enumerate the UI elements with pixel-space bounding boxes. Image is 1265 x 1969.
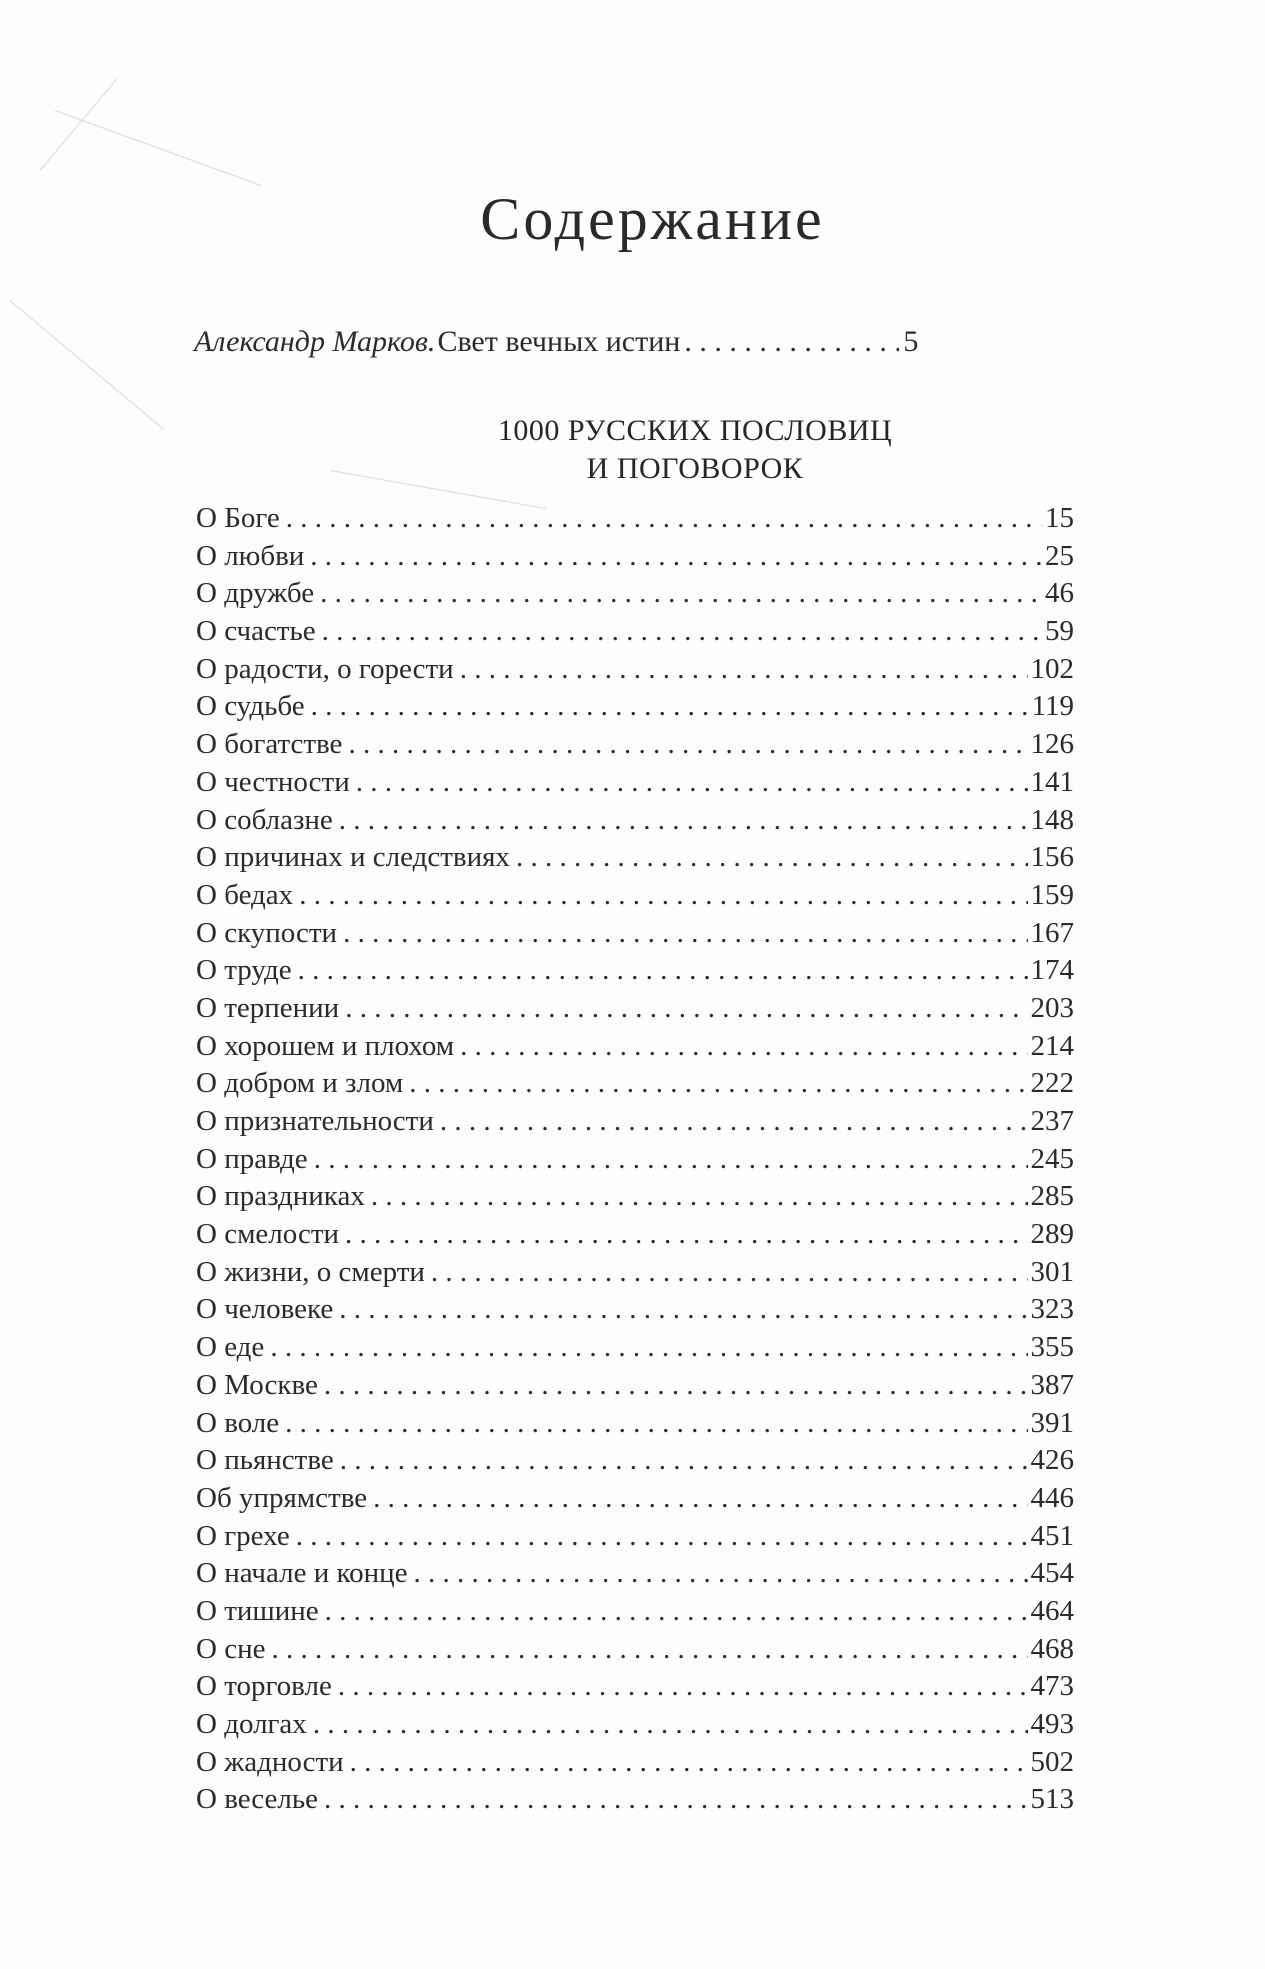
- toc-entry-page: 245: [1030, 1142, 1074, 1175]
- toc-entry[interactable]: [196, 1781, 1074, 1819]
- toc-entry-page: 355: [1030, 1331, 1074, 1364]
- toc-entry[interactable]: [196, 1668, 1074, 1706]
- toc-entry-page: 174: [1030, 954, 1074, 987]
- toc-entry[interactable]: [196, 1141, 1074, 1179]
- toc-entry[interactable]: [196, 877, 1074, 915]
- toc-entry-page: 289: [1030, 1218, 1074, 1251]
- section-heading-line2: И ПОГОВОРОК: [586, 452, 804, 485]
- dot-leader: [340, 1442, 1028, 1480]
- dot-leader: [322, 613, 1042, 651]
- toc-entry-label: О правде: [196, 1142, 308, 1175]
- dot-leader: [324, 1367, 1028, 1405]
- toc-entry[interactable]: [196, 575, 1074, 613]
- dot-leader: [299, 877, 1027, 915]
- toc-entry-label: О грехе: [196, 1519, 290, 1552]
- toc-entry[interactable]: [196, 990, 1074, 1028]
- toc-entry-label: О Боге: [196, 502, 280, 534]
- toc-entry-label: О добром и злом: [196, 1067, 404, 1100]
- dot-leader: [324, 1781, 1028, 1819]
- toc-entry[interactable]: [196, 1631, 1074, 1669]
- toc-entry-label: О жизни, о смерти: [196, 1255, 425, 1288]
- toc-entry-page: 148: [1030, 803, 1074, 836]
- toc-entry-label: О воле: [196, 1406, 280, 1439]
- toc-entry-label: О смелости: [196, 1218, 340, 1251]
- toc-entry[interactable]: [196, 688, 1074, 726]
- toc-entry-page: 59: [1045, 615, 1074, 648]
- toc-entry-label: О веселье: [196, 1783, 318, 1816]
- toc-entry-label: О терпении: [196, 991, 340, 1024]
- dot-leader: [343, 915, 1027, 953]
- toc-entry-page: 285: [1030, 1180, 1074, 1213]
- toc-entry-label: О пьянстве: [196, 1444, 334, 1477]
- toc-entry-label: О судьбе: [196, 690, 305, 723]
- toc-entry-label: О любви: [196, 539, 305, 572]
- toc-entry-page: 25: [1045, 539, 1074, 572]
- dot-leader: [440, 1103, 1028, 1141]
- dot-leader: [371, 1178, 1028, 1216]
- dot-leader: [431, 1254, 1028, 1292]
- toc-entry-page: 391: [1030, 1406, 1074, 1439]
- toc-entry-label: О труде: [196, 954, 292, 987]
- section-heading-line1: 1000 РУССКИХ ПОСЛОВИЦ: [497, 414, 893, 447]
- toc-entry[interactable]: [196, 1555, 1074, 1593]
- section-heading: [0, 412, 1265, 488]
- toc-entry[interactable]: [196, 1518, 1074, 1556]
- toc-entry-label: О счастье: [196, 615, 316, 648]
- toc-entry-label: О признательности: [196, 1105, 434, 1137]
- toc-entry-page: 156: [1030, 841, 1074, 874]
- toc-entry-label: О богатстве: [196, 728, 343, 761]
- toc-entry-page: 102: [1030, 652, 1074, 685]
- toc-entry-page: 159: [1030, 878, 1074, 911]
- toc-entry-page: 203: [1030, 991, 1074, 1024]
- toc-entry-label: О начале и конце: [196, 1557, 408, 1590]
- toc-entry-page: 502: [1030, 1745, 1074, 1778]
- toc-entry-label: О человеке: [196, 1293, 334, 1326]
- dot-leader: [460, 651, 1028, 689]
- dot-leader: [325, 1593, 1028, 1631]
- toc-intro-entry[interactable]: [194, 325, 1066, 365]
- toc-entry[interactable]: [196, 651, 1074, 689]
- dot-leader: [460, 1028, 1027, 1066]
- dot-leader: [270, 1329, 1027, 1367]
- dot-leader: [311, 688, 1029, 726]
- toc-entry-label: О жадности: [196, 1745, 344, 1778]
- toc-entry-page: 387: [1030, 1368, 1074, 1401]
- toc-entry-label: О еде: [196, 1331, 265, 1364]
- dot-leader: [320, 575, 1042, 613]
- toc-entry-label: О хорошем и плохом: [196, 1029, 455, 1062]
- toc-entry[interactable]: [196, 1103, 1074, 1141]
- toc-entry-page: 446: [1030, 1481, 1074, 1514]
- toc-entry-label: О тишине: [196, 1594, 319, 1627]
- page-title: Содержание: [480, 186, 825, 252]
- dot-leader: [345, 1216, 1027, 1254]
- toc-entry-label: О долгах: [196, 1708, 307, 1740]
- toc-entry-label: О причинах и следствиях: [196, 841, 510, 874]
- dot-leader: [338, 1668, 1028, 1706]
- toc-entry-page: 468: [1030, 1632, 1074, 1665]
- dot-leader: [286, 500, 1042, 538]
- toc-entry-label: О бедах: [196, 878, 294, 911]
- toc-entry-page: 237: [1030, 1105, 1074, 1137]
- toc-entry-page: 126: [1030, 728, 1074, 761]
- paper-scratch: [55, 110, 262, 186]
- toc-entry[interactable]: [196, 839, 1074, 877]
- dot-leader: [409, 1065, 1027, 1103]
- dot-leader: [414, 1555, 1028, 1593]
- toc-entry-label: Об упрямстве: [196, 1481, 368, 1514]
- dot-leader: [314, 1141, 1028, 1179]
- toc-entry-label: О радости, о горести: [196, 652, 454, 685]
- dot-leader: [684, 325, 899, 359]
- toc-entry-page: 493: [1030, 1708, 1074, 1740]
- toc-entry-label: О сне: [196, 1632, 266, 1665]
- dot-leader: [313, 1706, 1028, 1744]
- dot-leader: [339, 802, 1028, 840]
- toc-entry[interactable]: [196, 1405, 1074, 1443]
- dot-leader: [339, 1291, 1027, 1329]
- toc-entry[interactable]: [196, 952, 1074, 990]
- toc-entry-page: 513: [1030, 1783, 1074, 1816]
- toc-entry-page: 464: [1030, 1594, 1074, 1627]
- toc-entry[interactable]: [196, 538, 1074, 576]
- dot-leader: [348, 726, 1027, 764]
- toc-entry-page: 451: [1030, 1519, 1074, 1552]
- toc-entry[interactable]: [196, 726, 1074, 764]
- toc-entry[interactable]: [196, 1178, 1074, 1216]
- toc-entry-label: О соблазне: [196, 803, 333, 836]
- toc-entry-page: 454: [1030, 1557, 1074, 1590]
- toc-entry[interactable]: [196, 1442, 1074, 1480]
- toc-entry[interactable]: [196, 500, 1074, 538]
- toc-entry[interactable]: [196, 1329, 1074, 1367]
- toc-entry-page: 222: [1030, 1067, 1074, 1100]
- toc-entry[interactable]: [196, 1593, 1074, 1631]
- toc-entry-page: 167: [1030, 916, 1074, 949]
- toc-entry-label: О праздниках: [196, 1180, 365, 1213]
- toc-entry[interactable]: [196, 802, 1074, 840]
- dot-leader: [310, 538, 1042, 576]
- toc-entry[interactable]: [196, 915, 1074, 953]
- dot-leader: [285, 1405, 1027, 1443]
- toc-entry[interactable]: [196, 1744, 1074, 1782]
- toc-entry[interactable]: [196, 613, 1074, 651]
- toc-entry-page: 141: [1030, 765, 1074, 798]
- toc-entry[interactable]: [196, 1480, 1074, 1518]
- toc-entry[interactable]: [196, 1028, 1074, 1066]
- toc-entry[interactable]: [196, 764, 1074, 802]
- paper-scratch: [10, 300, 164, 429]
- page-number: 5: [903, 325, 919, 358]
- toc-entry-page: 426: [1030, 1444, 1074, 1477]
- toc-entry[interactable]: [196, 1706, 1074, 1744]
- dot-leader: [516, 839, 1028, 877]
- toc-entry[interactable]: [196, 1216, 1074, 1254]
- toc-entry-label: О Москве: [196, 1368, 318, 1401]
- dot-leader: [296, 1518, 1028, 1556]
- toc-entry[interactable]: [196, 1367, 1074, 1405]
- toc-entry-label: О скупости: [196, 916, 338, 949]
- toc-list: [196, 500, 1074, 1819]
- dot-leader: [350, 1744, 1028, 1782]
- toc-entry-page: 46: [1045, 577, 1074, 610]
- intro-title: Свет вечных истин: [437, 325, 681, 358]
- toc-entry-page: 323: [1030, 1293, 1074, 1326]
- toc-entry[interactable]: [196, 1291, 1074, 1329]
- intro-author: Александр Марков.: [194, 325, 436, 358]
- dot-leader: [298, 952, 1028, 990]
- toc-entry[interactable]: [196, 1065, 1074, 1103]
- toc-entry-label: О дружбе: [196, 577, 315, 610]
- dot-leader: [356, 764, 1028, 802]
- dot-leader: [345, 990, 1027, 1028]
- toc-entry-page: 214: [1030, 1029, 1074, 1062]
- toc-entry-page: 119: [1031, 690, 1074, 723]
- toc-entry-label: О торговле: [196, 1670, 332, 1703]
- toc-entry-page: 301: [1030, 1255, 1074, 1288]
- toc-entry-page: 15: [1045, 502, 1074, 534]
- toc-entry-label: О честности: [196, 765, 350, 798]
- dot-leader: [373, 1480, 1027, 1518]
- toc-entry[interactable]: [196, 1254, 1074, 1292]
- toc-entry-page: 473: [1030, 1670, 1074, 1703]
- paper-scratch: [40, 78, 118, 171]
- dot-leader: [271, 1631, 1027, 1669]
